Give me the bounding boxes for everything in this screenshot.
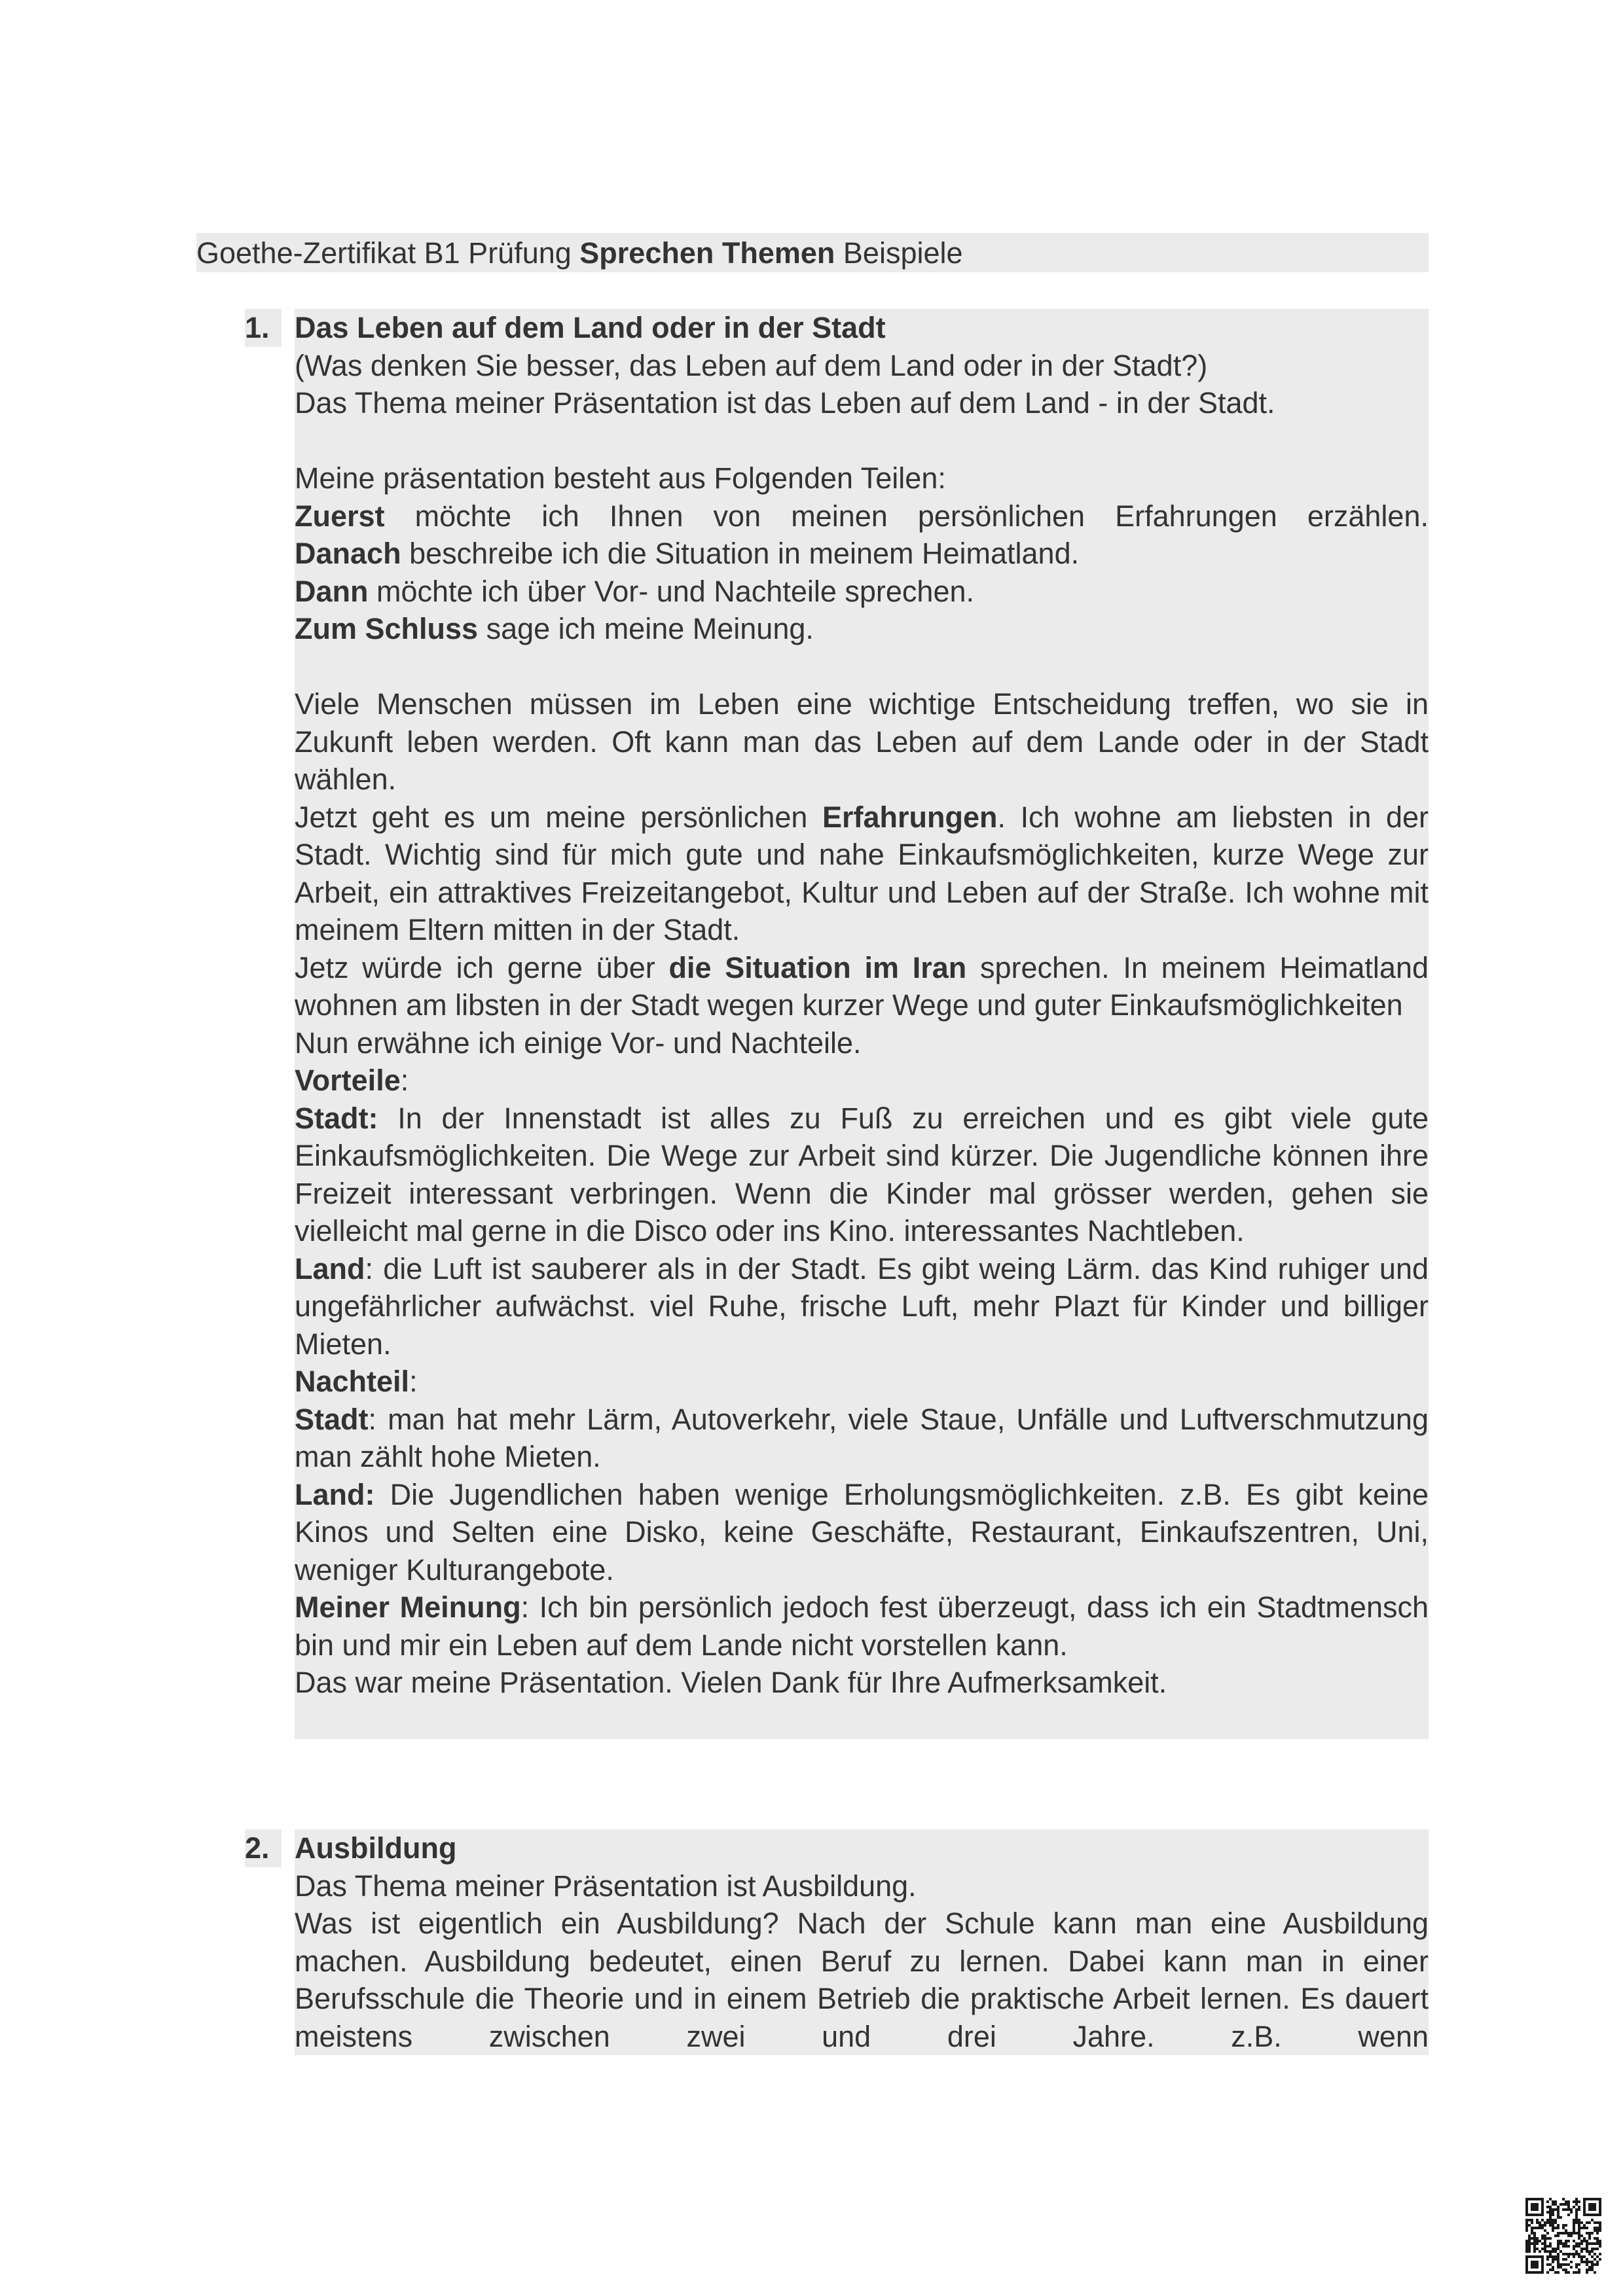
- item-1-part-1: Zuerst möchte ich Ihnen von meinen persönlichen Erfahrungen erzählen.: [295, 499, 1429, 533]
- item-2-title: Ausbildung: [295, 1831, 457, 1865]
- item-1-theme: Das Thema meiner Präsentation ist das Leben auf dem Land - in der Stadt.: [295, 386, 1275, 420]
- item-1-part-2: Danach beschreibe ich die Situation in meinem Heimatland.: [295, 537, 1080, 570]
- item-1-part-4: Zum Schluss sage ich meine Meinung.: [295, 612, 814, 645]
- item-1-situation: Jetz würde ich gerne über die Situation im Iran sprechen. In meinem Heimatland wohnen am libsten in der Stadt wegen kurzer Wege und guter Einkaufsmöglichkeiten: [295, 950, 1429, 1022]
- title-prefix: Goethe-Zertifikat B1 Prüfung: [196, 236, 580, 270]
- document-title: [196, 233, 1429, 272]
- item-1-adv-city: Stadt: In der Innenstadt ist alles zu Fuß zu erreichen und es gibt viele gute Einkaufsmöglichkeiten. Die Wege zur Arbeit sind kürzer. Die Jugendliche können ihre Freizeit interessant verbringen. Wenn die Kinder mal grösser werden, gehen sie vielleicht mal gerne in die Disco oder ins Kino. interessantes Nachtleben.: [295, 1101, 1429, 1247]
- item-2-block: [295, 1829, 1429, 2055]
- item-1-part-3: Dann möchte ich über Vor- und Nachteile sprechen.: [295, 574, 975, 608]
- item-1-number: 1.: [245, 309, 282, 347]
- item-1-title: Das Leben auf dem Land oder in der Stadt: [295, 311, 886, 344]
- item-1-question: (Was denken Sie besser, das Leben auf dem Land oder in der Stadt?): [295, 348, 1208, 382]
- title-suffix: Beispiele: [835, 236, 963, 270]
- qr-code-icon: [1525, 2198, 1601, 2274]
- item-1-block: [295, 309, 1429, 1739]
- item-1-pros-cons-intro: Nun erwähne ich einige Vor- und Nachteile.: [295, 1026, 862, 1060]
- item-1-advantages-heading: Vorteile:: [295, 1064, 409, 1097]
- item-1-intro-paragraph: Viele Menschen müssen im Leben eine wichtige Entscheidung treffen, wo sie in Zukunft leben werden. Oft kann man das Leben auf dem Lande oder in der Stadt wählen.: [295, 687, 1429, 796]
- item-1-opinion: Meiner Meinung: Ich bin persönlich jedoch fest überzeugt, dass ich ein Stadtmensch bin und mir ein Leben auf dem Lande nicht vorstellen kann.: [295, 1590, 1429, 1662]
- item-1-adv-country: Land: die Luft ist sauberer als in der Stadt. Es gibt weing Lärm. das Kind ruhiger und ungefährlicher aufwächst. viel Ruhe, frische Luft, mehr Plazt für Kinder und billiger Mieten.: [295, 1251, 1429, 1361]
- item-1-dis-city: Stadt: man hat mehr Lärm, Autoverkehr, viele Staue, Unfälle und Luftverschmutzung man zählt hohe Mieten.: [295, 1402, 1429, 1473]
- item-1-dis-country: Land: Die Jugendlichen haben wenige Erholungsmöglichkeiten. z.B. Es gibt keine Kinos und Selten eine Disko, keine Geschäfte, Restaurant, Einkaufszentren, Uni, weniger Kulturangebote.: [295, 1477, 1429, 1587]
- title-bold: Sprechen Themen: [579, 236, 835, 270]
- item-1-parts-intro: Meine präsentation besteht aus Folgenden Teilen:: [295, 461, 946, 495]
- item-1-disadvantages-heading: Nachteil:: [295, 1365, 418, 1398]
- item-1-experience: Jetzt geht es um meine persönlichen Erfahrungen. Ich wohne am liebsten in der Stadt. Wichtig sind für mich gute und nahe Einkaufsmöglichkeiten, kurze Wege zur Arbeit, ein attraktives Freizeitangebot, Kultur und Leben auf der Straße. Ich wohne mit meinem Eltern mitten in der Stadt.: [295, 800, 1429, 946]
- item-2-paragraph: Was ist eigentlich ein Ausbildung? Nach der Schule kann man eine Ausbildung machen. Ausbildung bedeutet, einen Beruf zu lernen. Dabei kann man in einer Berufsschule die Theorie und in einem Betrieb die praktische Arbeit lernen. Es dauert meistens zwischen zwei und drei Jahre. z.B. wenn: [295, 1907, 1429, 2053]
- item-1-closing: Das war meine Präsentation. Vielen Dank für Ihre Aufmerksamkeit.: [295, 1666, 1167, 1699]
- item-2-theme: Das Thema meiner Präsentation ist Ausbildung.: [295, 1869, 917, 1903]
- item-2-number: 2.: [245, 1829, 282, 1867]
